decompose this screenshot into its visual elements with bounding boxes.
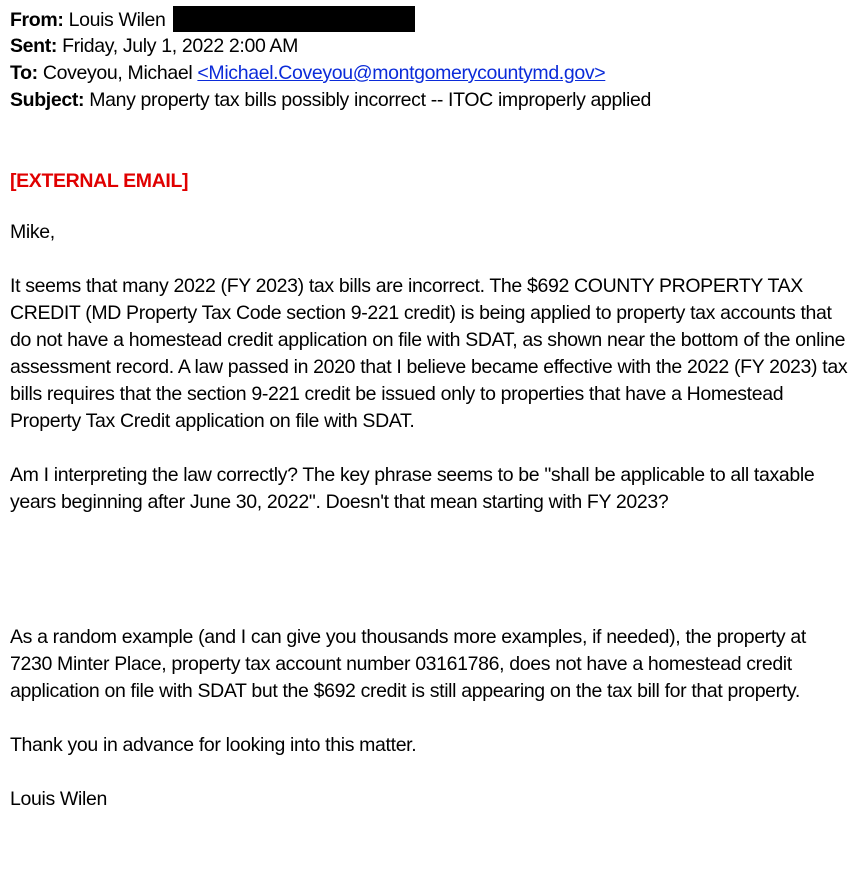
paragraph-thank-you: Thank you in advance for looking into this matter. xyxy=(10,734,417,756)
external-email-tag: [EXTERNAL EMAIL] xyxy=(10,170,189,192)
to-name: Coveyou, Michael xyxy=(42,62,193,84)
sent-label: Sent: xyxy=(10,35,58,57)
subject-value: Many property tax bills possibly incorrect -- ITOC improperly applied xyxy=(89,89,651,111)
subject-label: Subject: xyxy=(10,89,85,111)
salutation: Mike, xyxy=(10,221,55,243)
to-line xyxy=(10,60,850,87)
from-value: Louis Wilen xyxy=(68,9,166,31)
paragraph-tax-bills-incorrect: It seems that many 2022 (FY 2023) tax bills are incorrect. The $692 COUNTY PROPERTY TAX CREDIT (MD Property Tax Code section 9-221 credit) is being applied to property tax accounts that do not have a homestead credit application on file with SDAT, as shown near the bottom of the online assessment record. A law passed in 2020 that I believe became effective with the 2022 (FY 2023) tax bills requires that the section 9-221 credit be issued only to properties that have a Homestead Property Tax Credit application on file with SDAT. xyxy=(10,275,848,432)
sent-value: Friday, July 1, 2022 2:00 AM xyxy=(62,35,298,57)
paragraph-law-interpretation: Am I interpreting the law correctly? The key phrase seems to be "shall be applicable to all taxable years beginning after June 30, 2022". Doesn't that mean starting with FY 2023? xyxy=(10,464,815,513)
to-email-link[interactable]: <Michael.Coveyou@montgomerycountymd.gov> xyxy=(197,62,606,84)
redaction-box xyxy=(173,6,415,32)
subject-line xyxy=(10,87,850,114)
to-label: To: xyxy=(10,62,38,84)
email-document xyxy=(10,6,850,813)
from-line xyxy=(10,6,850,33)
paragraph-example-property: As a random example (and I can give you thousands more examples, if needed), the property at 7230 Minter Place, property tax account number 03161786, does not have a homestead credit application on file with SDAT but the $692 credit is still appearing on the tax bill for that property. xyxy=(10,626,806,702)
from-label: From: xyxy=(10,9,64,31)
sent-line xyxy=(10,33,850,60)
signature: Louis Wilen xyxy=(10,788,107,810)
